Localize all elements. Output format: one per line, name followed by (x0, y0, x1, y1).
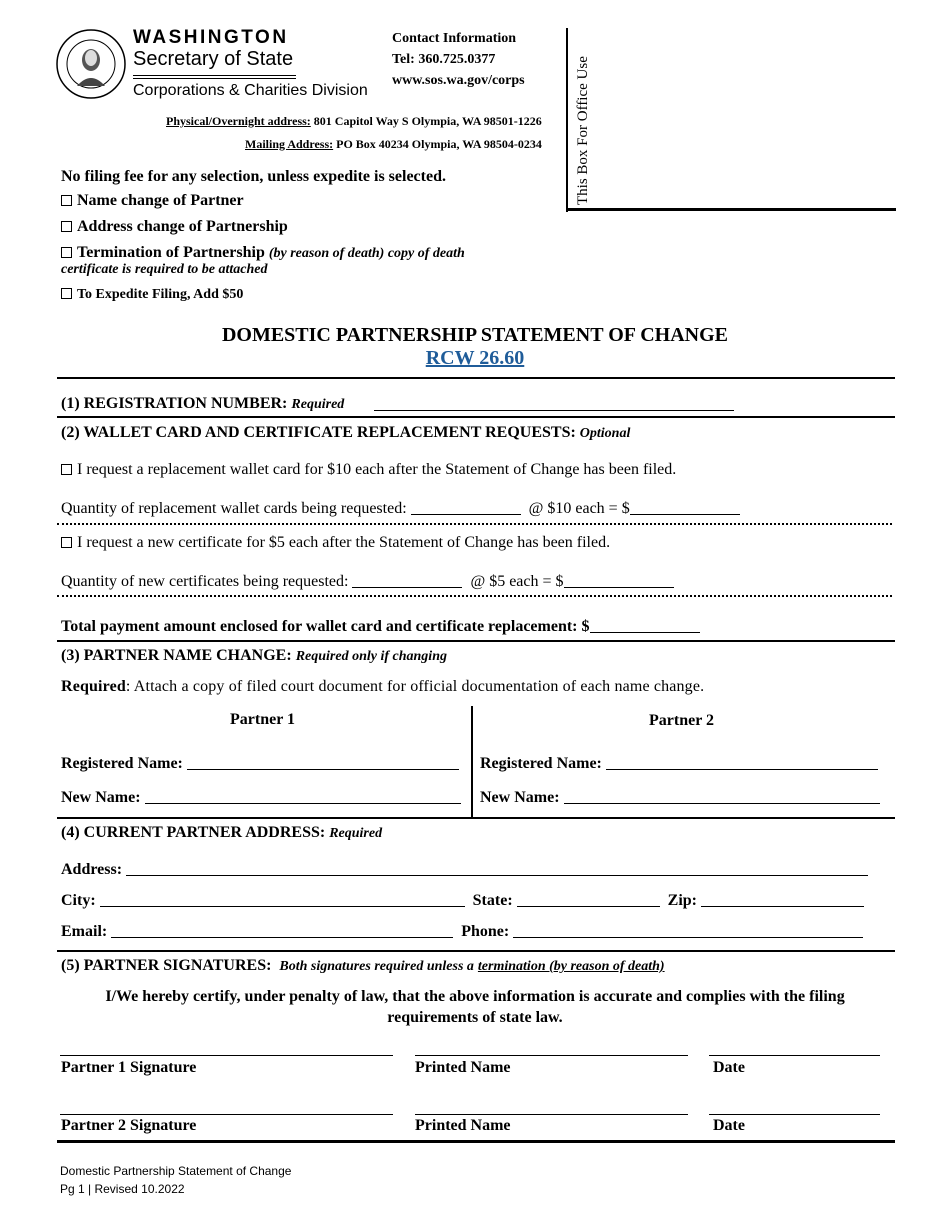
state-input[interactable] (517, 892, 660, 907)
rule (57, 377, 895, 379)
cert-qty-input[interactable] (352, 573, 462, 588)
p2-printed-name-label: Printed Name (415, 1117, 511, 1134)
cert-amount-input[interactable] (564, 573, 674, 588)
mailing-address: Mailing Address: PO Box 40234 Olympia, WA 98504-0234 (245, 137, 542, 151)
p1-printed-name-label: Printed Name (415, 1059, 511, 1076)
rcw-link[interactable]: RCW 26.60 (425, 347, 525, 369)
p1-signature-label: Partner 1 Signature (61, 1059, 197, 1076)
header-rule-2 (133, 78, 296, 79)
option-expedite[interactable]: To Expedite Filing, Add $50 (61, 287, 243, 303)
p2-printed-name-line[interactable] (415, 1114, 688, 1115)
section-4-heading: (4) CURRENT PARTNER ADDRESS: Required (61, 824, 383, 841)
physical-address: Physical/Overnight address: 801 Capitol Way S Olympia, WA 98501-1226 (166, 114, 542, 128)
section-5-heading: (5) PARTNER SIGNATURES: Both signatures required unless a termination (by reason of death) (61, 957, 665, 974)
contact-tel: Tel: 360.725.0377 (392, 52, 496, 67)
p2-signature-label: Partner 2 Signature (61, 1117, 197, 1134)
option-name-change[interactable]: Name change of Partner (61, 192, 244, 210)
p2-new-input[interactable] (564, 789, 880, 804)
wallet-qty-row: Quantity of replacement wallet cards being requested: @ $10 each = $ (61, 500, 740, 518)
registration-number-row: (1) REGISTRATION NUMBER: Required (61, 395, 345, 412)
option-termination[interactable]: Termination of Partnership (by reason of death) copy of death (61, 244, 465, 262)
registration-number-input[interactable] (374, 410, 734, 411)
footer-title: Domestic Partnership Statement of Change (60, 1164, 292, 1178)
p2-date-line[interactable] (709, 1114, 880, 1115)
state-seal-icon (55, 28, 127, 100)
total-payment-input[interactable] (590, 618, 700, 633)
division-name: Corporations & Charities Division (133, 82, 368, 99)
checkbox[interactable] (61, 537, 72, 548)
rule (57, 817, 895, 819)
address-row: Address: (61, 861, 868, 879)
partner-1-heading: Partner 1 (230, 711, 296, 728)
city-input[interactable] (100, 892, 465, 907)
zip-input[interactable] (701, 892, 864, 907)
checkbox[interactable] (61, 247, 72, 258)
rule (57, 640, 895, 642)
dotted-divider (57, 523, 892, 525)
section-2-heading: (2) WALLET CARD AND CERTIFICATE REPLACEMENT REQUESTS: Optional (61, 424, 631, 441)
email-phone-row: Email: Phone: (61, 923, 863, 941)
p2-new-row: New Name: (480, 789, 880, 807)
rule (57, 416, 895, 418)
p1-printed-name-line[interactable] (415, 1055, 688, 1056)
phone-input[interactable] (513, 923, 863, 938)
p2-registered-input[interactable] (606, 755, 878, 770)
dotted-divider (57, 595, 892, 597)
rule (57, 1140, 895, 1143)
form-title: DOMESTIC PARTNERSHIP STATEMENT OF CHANGE (221, 324, 729, 346)
wallet-qty-input[interactable] (411, 500, 521, 515)
p1-registered-input[interactable] (187, 755, 459, 770)
contact-title: Contact Information (392, 31, 517, 46)
partner-divider (471, 706, 473, 818)
name-change-requirement: Required: Attach a copy of filed court document for official documentation of each name change. (61, 678, 705, 695)
total-payment-row: Total payment amount enclosed for wallet card and certificate replacement: $ (61, 618, 700, 636)
p1-new-row: New Name: (61, 789, 461, 807)
footer-page: Pg 1 | Revised 10.2022 (60, 1182, 185, 1196)
org-sub: Secretary of State (133, 48, 294, 70)
fee-note: No filing fee for any selection, unless expedite is selected. (61, 168, 446, 185)
org-name: WASHINGTON (133, 27, 289, 48)
rcw-link-wrap (0, 347, 950, 370)
city-state-zip-row: City: State: Zip: (61, 892, 864, 910)
checkbox[interactable] (61, 288, 72, 299)
office-use-label: This Box For Office Use (575, 56, 591, 205)
header-rule (133, 75, 296, 76)
p2-registered-row: Registered Name: (480, 755, 878, 773)
p2-date-label: Date (713, 1117, 745, 1134)
option-address-change[interactable]: Address change of Partnership (61, 218, 288, 236)
office-box-bottom (566, 208, 896, 211)
email-input[interactable] (111, 923, 453, 938)
section-3-heading: (3) PARTNER NAME CHANGE: Required only if changing (61, 647, 447, 664)
p1-registered-row: Registered Name: (61, 755, 459, 773)
checkbox[interactable] (61, 221, 72, 232)
checkbox[interactable] (61, 464, 72, 475)
p1-new-input[interactable] (145, 789, 461, 804)
p1-date-label: Date (713, 1059, 745, 1076)
wallet-amount-input[interactable] (630, 500, 740, 515)
certification-statement: I/We hereby certify, under penalty of law, that the above information is accurate and complies with the filing requirements of state law. (105, 988, 845, 1026)
termination-note: certificate is required to be attached (61, 262, 268, 277)
p1-date-line[interactable] (709, 1055, 880, 1056)
partner-2-heading: Partner 2 (649, 712, 715, 729)
wallet-request[interactable]: I request a replacement wallet card for $10 each after the Statement of Change has been filed. (61, 461, 676, 479)
office-box-left (566, 28, 568, 212)
checkbox[interactable] (61, 195, 72, 206)
p2-signature-line[interactable] (60, 1114, 393, 1115)
cert-qty-row: Quantity of new certificates being requested: @ $5 each = $ (61, 573, 674, 591)
p1-signature-line[interactable] (60, 1055, 393, 1056)
cert-request[interactable]: I request a new certificate for $5 each after the Statement of Change has been filed. (61, 534, 610, 552)
contact-web: www.sos.wa.gov/corps (392, 73, 525, 88)
address-input[interactable] (126, 861, 868, 876)
rule (57, 950, 895, 952)
